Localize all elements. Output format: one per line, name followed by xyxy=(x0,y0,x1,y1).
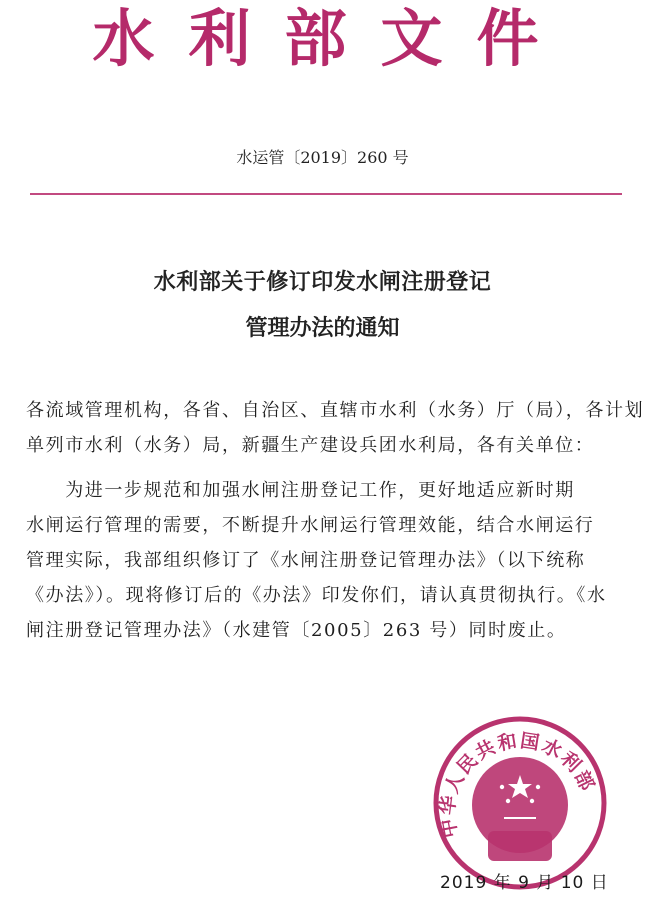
body-line: 管理实际，我部组织修订了《水闸注册登记管理办法》（以下统称 xyxy=(26,550,586,571)
red-divider-line xyxy=(30,193,622,195)
document-masthead: 水利部文件 xyxy=(92,2,573,75)
body-line: 闸注册登记管理办法》（水建管〔2005〕263 号）同时废止。 xyxy=(26,620,567,641)
salutation xyxy=(26,393,645,463)
salutation-line: 单列市水利（水务）局，新疆生产建设兵团水利局，各有关单位： xyxy=(26,435,595,456)
document-title-line-1: 水利部关于修订印发水闸注册登记 xyxy=(153,270,492,295)
body-line: 《办法》）。现将修订后的《办法》印发你们，请认真贯彻执行。《水 xyxy=(26,585,607,606)
body-line: 为进一步规范和加强水闸注册登记工作，更好地适应新时期 xyxy=(26,480,575,501)
signing-date: 2019 年 9 月 10 日 xyxy=(440,873,609,893)
body-paragraph xyxy=(26,473,616,648)
body-line: 水闸运行管理的需要，不断提升水闸运行管理效能，结合水闸运行 xyxy=(26,515,595,536)
document-title-line-2: 管理办法的通知 xyxy=(245,316,400,341)
document-number: 水运管〔2019〕260 号 xyxy=(236,148,409,167)
official-seal-icon xyxy=(430,713,610,893)
salutation-line: 各流域管理机构，各省、自治区、直辖市水利（水务）厅（局），各计划 xyxy=(26,400,645,421)
svg-text:中华人民共和国水利部: 中华人民共和国水利部 xyxy=(436,729,599,840)
